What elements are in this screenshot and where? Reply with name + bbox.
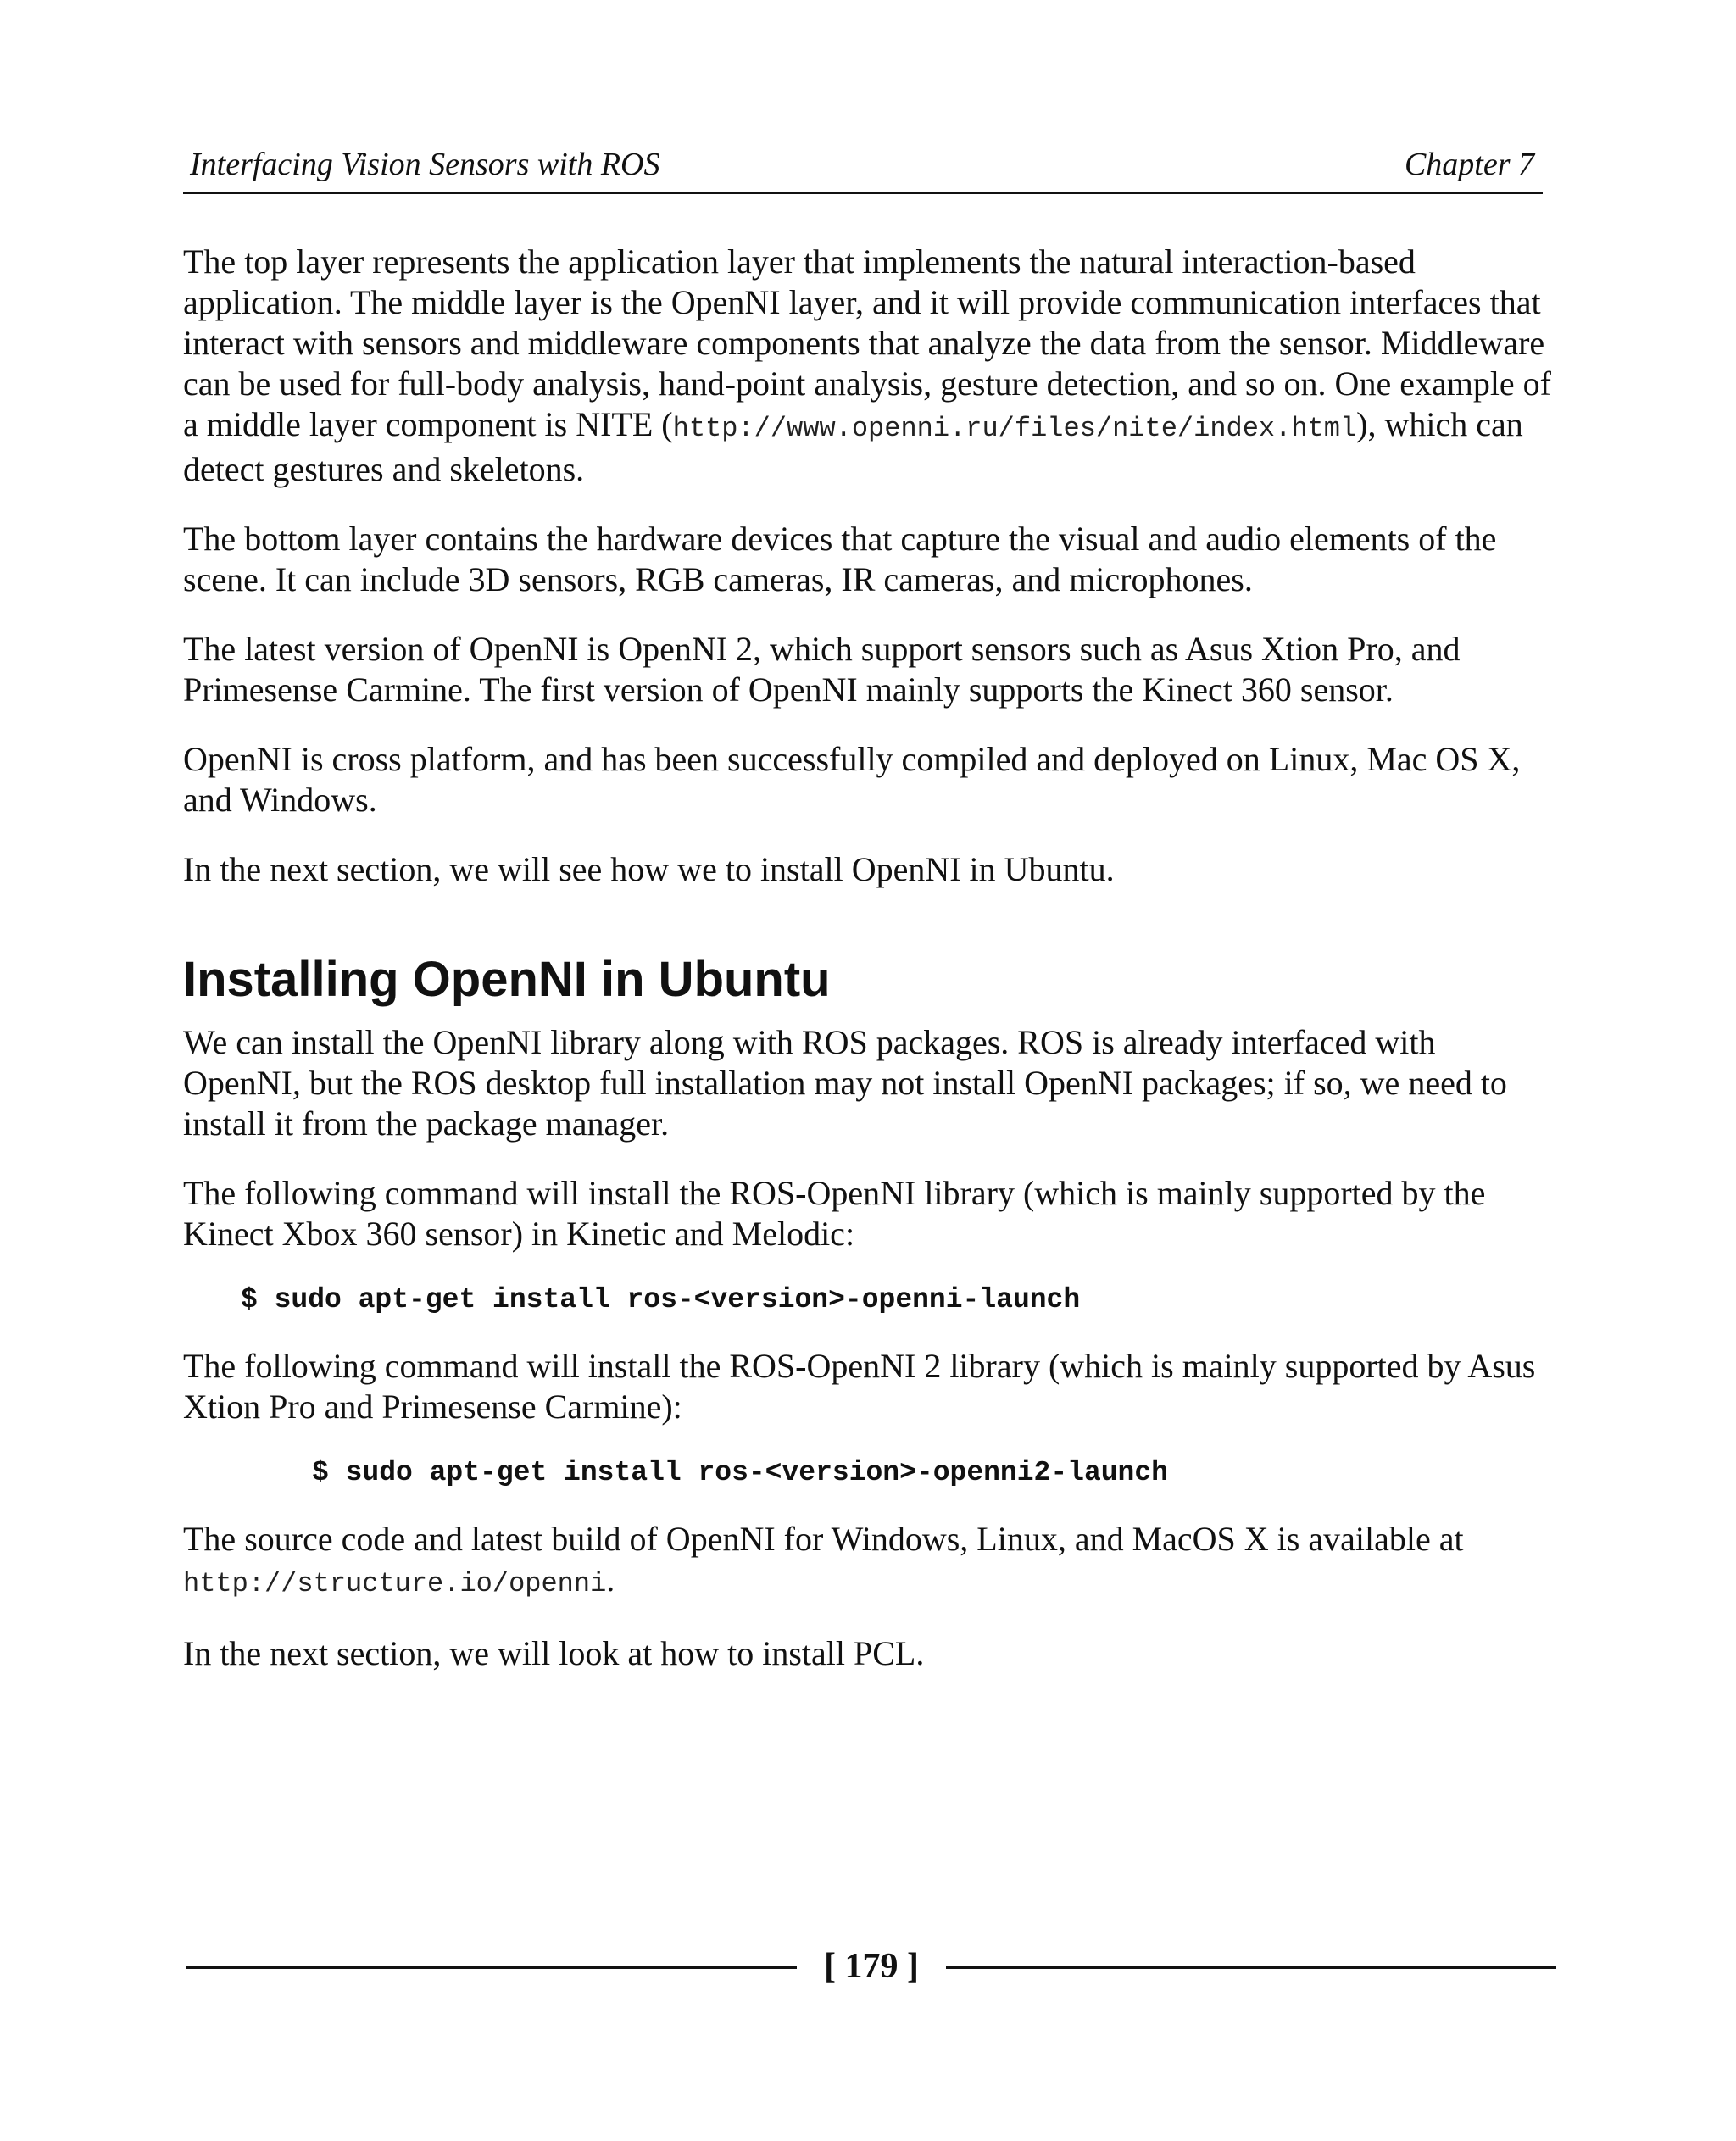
page-body: [183, 242, 1556, 1703]
paragraph-install-intro: We can install the OpenNI library along with ROS packages. ROS is already interfaced with OpenNI, but the ROS desktop full installation may not install OpenNI packages; if so, we need to install it from the package manager.: [183, 1023, 1507, 1143]
structure-url-link[interactable]: http://structure.io/openni: [183, 1568, 607, 1599]
paragraph-source-code: [183, 1519, 1556, 1604]
paragraph-source-code-end: .: [606, 1560, 615, 1599]
paragraph-next-section: In the next section, we will see how we to install OpenNI in Ubuntu.: [183, 850, 1115, 888]
paragraph-openni-versions: The latest version of OpenNI is OpenNI 2, which support sensors such as Asus Xtion Pro, and Primesense Carmine. The first version of OpenNI mainly supports the Kinect 360 sensor.: [183, 630, 1461, 709]
paragraph-layers: [183, 242, 1556, 490]
paragraph-openni-command-intro: The following command will install the ROS-OpenNI library (which is mainly supported by the Kinect Xbox 360 sensor) in Kinetic and Melodic:: [183, 1174, 1486, 1253]
command-openni2-launch: $ sudo apt-get install ros-<version>-openni2-launch: [312, 1457, 1168, 1488]
paragraph-next-pcl: In the next section, we will look at how to install PCL.: [183, 1634, 925, 1672]
paragraph-layers-text: The top layer represents the application layer that implements the natural interaction-based application. The middle layer is the OpenNI layer, and it will provide communication interfaces that interact with sensors and middleware components that analyze the data from the sensor. Middleware can be used for full-body analysis, hand-point analysis, gesture detection, and so on. One example of a middle layer component is NITE (: [183, 242, 1552, 443]
running-header: [183, 142, 1543, 194]
nite-url-link[interactable]: http://www.openni.ru/files/nite/index.html: [672, 413, 1357, 444]
section-heading: Installing OpenNI in Ubuntu: [183, 952, 831, 1007]
page-footer: [186, 1941, 1556, 1992]
command-openni-launch: $ sudo apt-get install ros-<version>-openni-launch: [241, 1284, 1081, 1315]
paragraph-cross-platform: OpenNI is cross platform, and has been successfully compiled and deployed on Linux, Mac OS X, and Windows.: [183, 740, 1521, 819]
paragraph-layers-end: ), which can detect gestures and skeletons.: [183, 405, 1523, 488]
paragraph-openni2-command-intro: The following command will install the ROS-OpenNI 2 library (which is mainly supported by Asus Xtion Pro and Primesense Carmine):: [183, 1347, 1536, 1426]
paragraph-bottom-layer: The bottom layer contains the hardware devices that capture the visual and audio elements of the scene. It can include 3D sensors, RGB cameras, IR cameras, and microphones.: [183, 520, 1497, 598]
footer-rule-right: [946, 1966, 1556, 1969]
header-book-title: Interfacing Vision Sensors with ROS: [190, 147, 660, 182]
paragraph-source-code-text: The source code and latest build of OpenNI for Windows, Linux, and MacOS X is available at: [183, 1520, 1464, 1558]
header-chapter: Chapter 7: [1404, 147, 1534, 182]
page-number: [ 179 ]: [824, 1947, 919, 1986]
